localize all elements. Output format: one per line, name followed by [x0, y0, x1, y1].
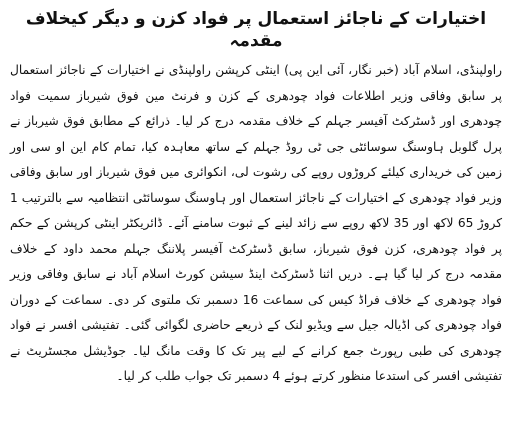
article-body: راولپنڈی، اسلام آباد (خبر نگار، آئی این پی) اینٹی کرپشن راولپنڈی نے اختیارات کے ناجائز استعمال پر سابق وفاقی وزیر اطلاعات فواد چودھری کے کزن و فرنٹ مین فوق شیرباز سمیت فواد چودھری اور ڈسٹرکٹ آفیسر جہلم کے خلاف مقدمہ درج کر لیا۔ ذرائع کے مطابق فوق شیرباز نے پرل گلوبل ہاوسنگ سوسائٹی جی ٹی روڈ جہلم کے ساتھ معاہدہ کیا، تمام کام این او سی اور زمین کی خریداری کیلئے کروڑوں روپے کی رشوت لی، انکوائری میں فوق شیرباز اور سابق وفاقی وزیر فواد چودھری کے اختیارات کے ناجائز استعمال اور ہاوسنگ سوسائٹی انتظامیہ سے بالترتیب 1 کروڑ 65 لاکھ اور 35 لاکھ روپے سے زائد لینے کے ثبوت سامنے آئے۔ ڈائریکٹر اینٹی کرپشن کے حکم پر فواد چودھری، کزن فوق شیرباز، سابق ڈسٹرکٹ آفیسر پلاننگ جہلم محمد داود کے خلاف مقدمہ درج کر لیا گیا ہے۔ دریں اثنا ڈسٹرکٹ اینڈ سیشن کورٹ اسلام آباد نے سابق وفاقی وزیر فواد چودھری کے خلاف فراڈ کیس کی سماعت 16 دسمبر تک ملتوی کر دی۔ سماعت کے دوران فواد چودھری کی اڈیالہ جیل سے ویڈیو لنک کے ذریعے حاضری لگوائی گئی۔ تفتیشی افسر نے فواد چودھری کی طبی رپورٹ جمع کرانے کے لیے پیر تک کا وقت مانگ لیا۔ جوڈیشل مجسٹریٹ نے تفتیشی افسر کی استدعا منظور کرتے ہوئے 4 دسمبر تک جواب طلب کر لیا۔ [10, 63, 503, 383]
headline: اختیارات کے ناجائز استعمال پر فواد کزن و دیگر کیخلاف مقدمہ [25, 9, 487, 51]
